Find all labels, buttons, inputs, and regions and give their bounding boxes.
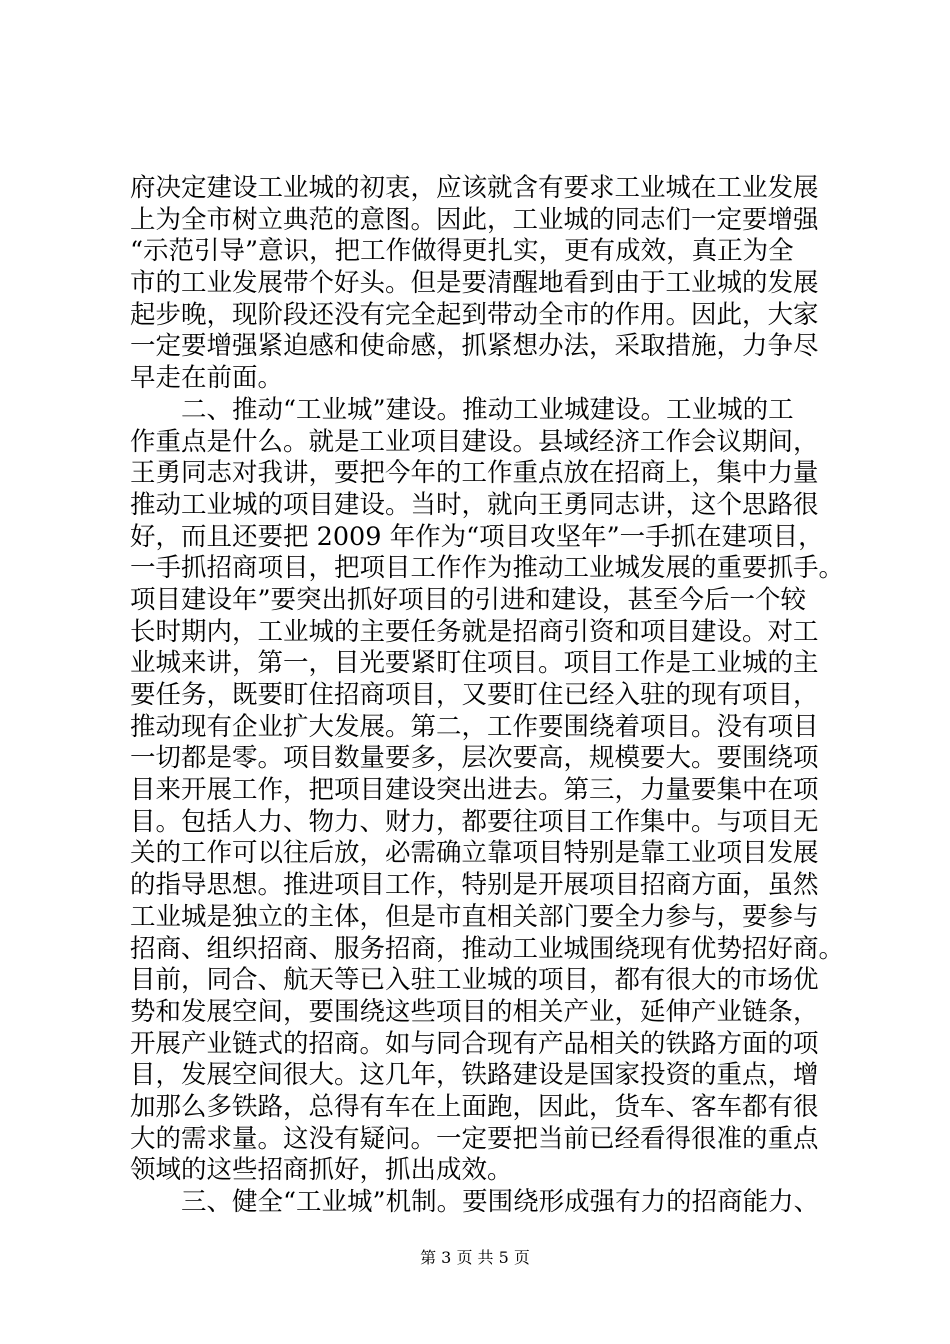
text-line: 作重点是什么。就是工业项目建设。县域经济工作会议期间， [130,426,819,457]
text-line: 目来开展工作，把项目建设突出进去。第三，力量要集中在项 [130,775,819,806]
text-line: 长时期内，工业城的主要任务就是招商引资和项目建设。对工 [130,616,819,647]
text-line: 关的工作可以往后放，必需确立靠项目特别是靠工业项目发展 [130,838,819,869]
text-line: 大的需求量。这没有疑问。一定要把当前已经看得很准的重点 [130,1123,819,1154]
text-line: 业城来讲，第一，目光要紧盯住项目。项目工作是工业城的主 [130,648,819,679]
text-line: 府决定建设工业城的初衷，应该就含有要求工业城在工业发展 [130,173,819,203]
text-line: 开展产业链式的招商。如与同合现有产品相关的铁路方面的项 [130,1028,819,1059]
text-line: 一定要增强紧迫感和使命感，抓紧想办法，采取措施，力争尽 [130,331,819,362]
text-line: 的指导思想。推进项目工作，特别是开展项目招商方面，虽然 [130,870,819,901]
text-line: 一切都是零。项目数量要多，层次要高，规模要大。要围绕项 [130,743,819,774]
text-line: 加那么多铁路，总得有车在上面跑，因此，货车、客车都有很 [130,1091,819,1122]
text-line: 上为全市树立典范的意图。因此，工业城的同志们一定要增强 [130,204,819,235]
text-line: 目，发展空间很大。这几年，铁路建设是国家投资的重点，增 [130,1060,819,1091]
text-line: 好，而且还要把 2009 年作为“项目攻坚年”一手抓在建项目， [130,521,824,552]
body-text [130,173,845,1219]
text-line: 势和发展空间，要围绕这些项目的相关产业，延伸产业链条， [130,996,819,1027]
text-line: 要任务，既要盯住招商项目，又要盯住已经入驻的现有项目， [130,680,819,710]
text-line: 市的工业发展带个好头。但是要清醒地看到由于工业城的发展 [130,268,819,299]
text-line: 项目建设年”要突出抓好项目的引进和建设，甚至今后一个较 [130,584,807,615]
text-line: 一手抓招商项目，把项目工作作为推动工业城发展的重要抓手。 [130,553,845,584]
text-line: 目。包括人力、物力、财力，都要往项目工作集中。与项目无 [130,806,819,837]
text-line: 早走在前面。 [130,363,284,394]
text-line: 目前，同合、航天等已入驻工业城的项目，都有很大的市场优 [130,965,819,996]
section-heading-line: 三、健全“工业城”机制。要围绕形成强有力的招商能力、 [181,1187,820,1217]
page-footer: 第 3 页 共 5 页 [420,1248,530,1267]
text-line: 起步晚，现阶段还没有完全起到带动全市的作用。因此，大家 [130,299,819,330]
text-line: 推动工业城的项目建设。当时，就向王勇同志讲，这个思路很 [130,489,819,520]
text-line: 领域的这些招商抓好，抓出成效。 [130,1155,513,1186]
section-heading-line: 二、推动“工业城”建设。推动工业城建设。工业城的工 [181,394,794,425]
text-line: 王勇同志对我讲，要把今年的工作重点放在招商上，集中力量 [130,458,819,489]
text-line: “示范引导”意识，把工作做得更扎实，更有成效，真正为全 [130,236,794,267]
text-line: 工业城是独立的主体，但是市直相关部门要全力参与，要参与 [130,901,819,932]
text-line: 推动现有企业扩大发展。第二，工作要围绕着项目。没有项目 [130,711,819,742]
text-line: 招商、组织招商、服务招商，推动工业城围绕现有优势招好商。 [130,933,845,964]
